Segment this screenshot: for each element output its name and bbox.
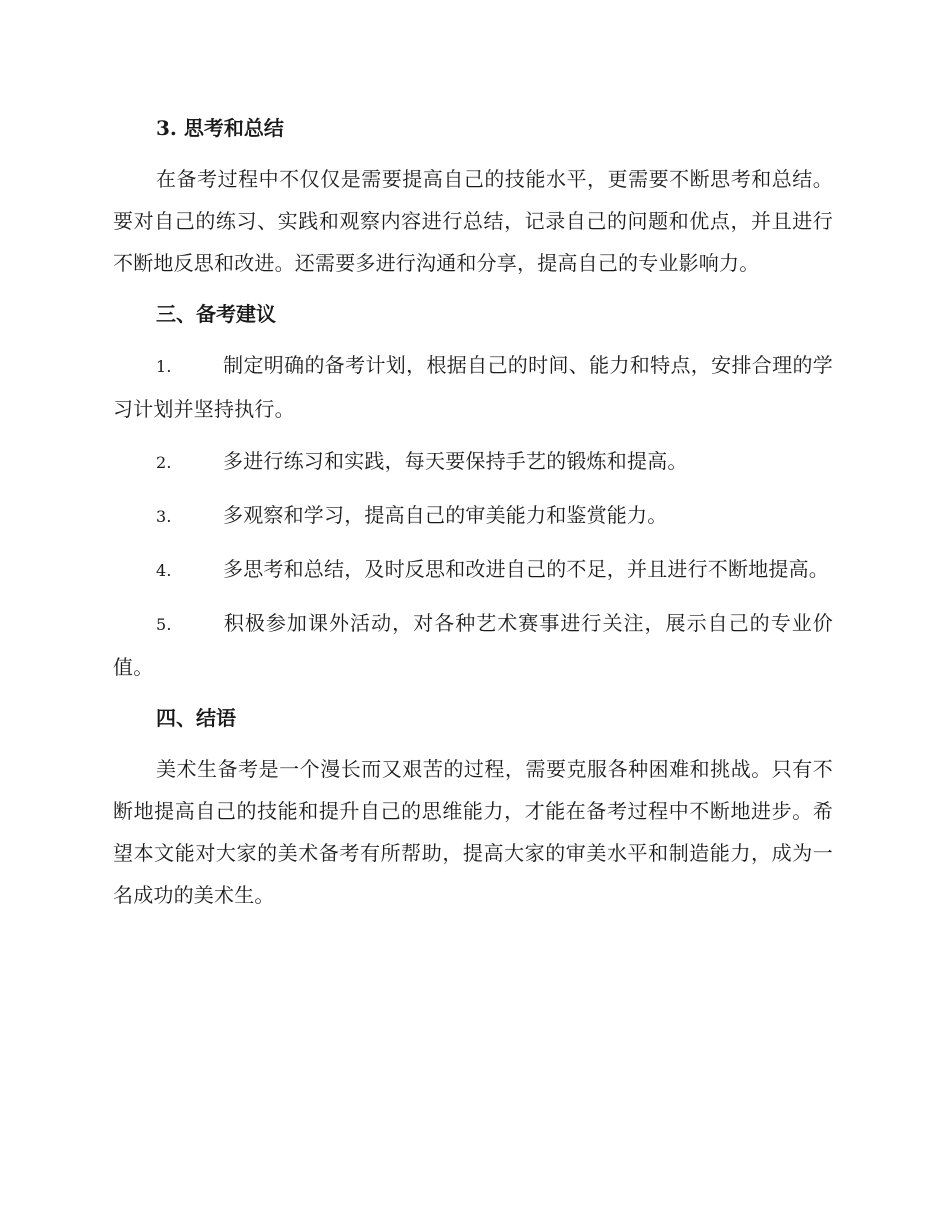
list-item: [113, 602, 833, 688]
document-page: [113, 108, 833, 926]
paragraph-conclusion: 美术生备考是一个漫长而又艰苦的过程，需要克服各种困难和挑战。只有不断地提高自己的技能和提升自己的思维能力，才能在备考过程中不断地进步。希望本文能对大家的美术备考有所帮助，提高大家的审美水平和制造能力，成为一名成功的美术生。: [113, 757, 833, 907]
list-text: 多进行练习和实践，每天要保持手艺的锻炼和提高。: [223, 449, 688, 473]
list-text: 积极参加课外活动，对各种艺术赛事进行关注，展示自己的专业价值。: [113, 611, 833, 679]
section-heading-advice: 三、备考建议: [156, 302, 276, 326]
list-number: 1.: [156, 357, 172, 376]
list-text: 多思考和总结，及时反思和改进自己的不足，并且进行不断地提高。: [223, 557, 829, 581]
list-number: 5.: [156, 615, 172, 634]
list-item: [113, 494, 833, 538]
list-number: 4.: [156, 561, 172, 580]
list-item: [113, 548, 833, 592]
section-heading-thinking-summary: 3. 思考和总结: [156, 116, 284, 140]
list-text: 制定明确的备考计划，根据自己的时间、能力和特点，安排合理的学习计划并坚持执行。: [113, 353, 833, 421]
list-text: 多观察和学习，提高自己的审美能力和鉴赏能力。: [223, 503, 668, 527]
list-number: 3.: [156, 507, 172, 526]
list-item: [113, 344, 833, 430]
list-item: [113, 440, 833, 484]
paragraph-thinking-summary: 在备考过程中不仅仅是需要提高自己的技能水平，更需要不断思考和总结。要对自己的练习、实践和观察内容进行总结，记录自己的问题和优点，并且进行不断地反思和改进。还需要多进行沟通和分享，提高自己的专业影响力。: [113, 167, 833, 275]
list-number: 2.: [156, 453, 172, 472]
section-heading-conclusion: 四、结语: [156, 706, 236, 730]
